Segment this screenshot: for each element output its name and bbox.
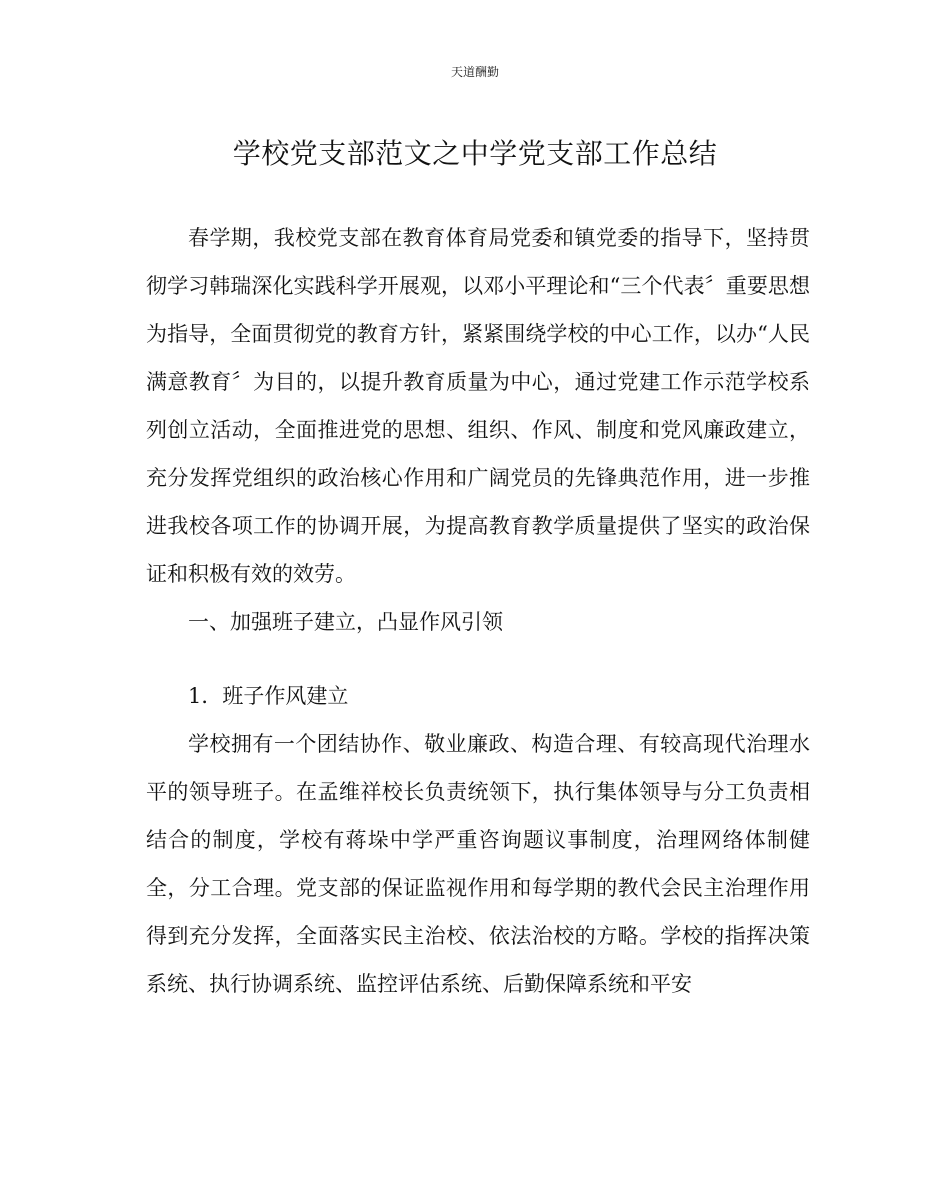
section-heading-1: 一、加强班子建立，凸显作风引领 [188, 610, 503, 634]
document-title: 学校党支部范文之中学党支部工作总结 [232, 137, 718, 170]
intro-paragraph: 春学期，我校党支部在教育体育局党委和镇党委的指导下，坚持贯彻学习韩瑞深化实践科学开展观，以邓小平理论和“三个代表〞重要思想为指导，全面贯彻党的教育方针，紧紧围绕学校的中心工作，以办“人民满意教育〞为目的，以提升教育质量为中心，通过党建工作示范学校系列创立活动，全面推进党的思想、组织、作风、制度和党风廉政建立，充分发挥党组织的政治核心作用和广阔党员的先锋典范作用，进一步推进我校各项工作的协调开展，为提高教育教学质量提供了坚实的政治保证和积极有效的效劳。 [146, 226, 810, 586]
page-header: 天道酬勤 [450, 65, 499, 79]
body-paragraph: 学校拥有一个团结协作、敬业廉政、构造合理、有较高现代治理水平的领导班子。在孟维祥校长负责统领下，执行集体领导与分工负责相结合的制度，学校有蒋垛中学严重咨询题议事制度，治理网络体制健全，分工合理。党支部的保证监视作用和每学期的教代会民主治理作用得到充分发挥，全面落实民主治校、依法治校的方略。学校的指挥决策系统、执行协调系统、监控评估系统、后勤保障系统和平安 [146, 732, 810, 996]
subsection-heading-1: 1．班子作风建立 [188, 684, 349, 708]
